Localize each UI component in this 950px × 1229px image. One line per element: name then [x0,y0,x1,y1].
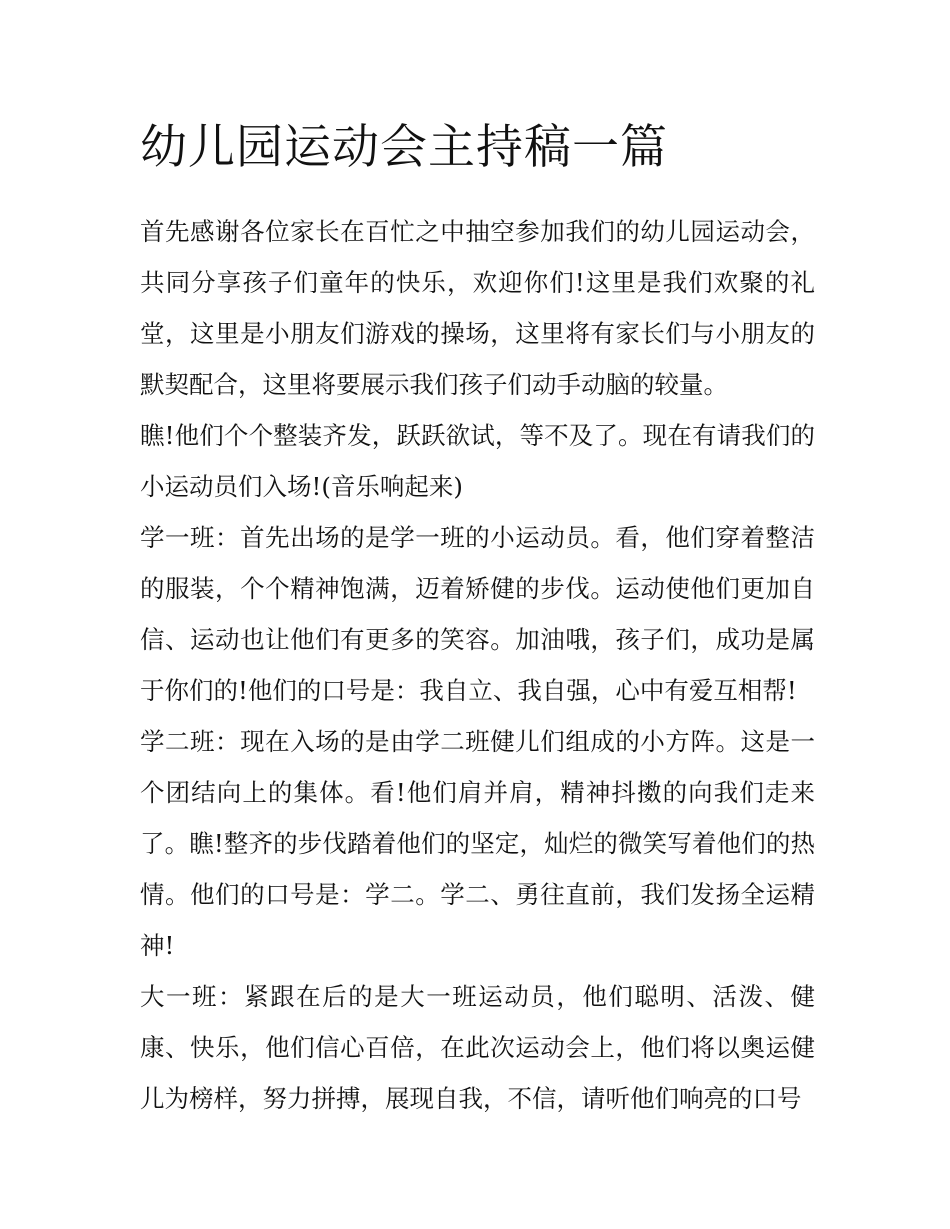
document-title: 幼儿园运动会主持稿一篇 [140,120,668,175]
document-page [140,112,815,1124]
paragraph-opening: 首先感谢各位家长在百忙之中抽空参加我们的幼儿园运动会，共同分享孩子们童年的快乐，欢迎你们!这里是我们欢聚的礼堂，这里是小朋友们游戏的操场，这里将有家长们与小朋友的默契配合，这里将要展示我们孩子们动手动脑的较量。 [140,217,815,399]
paragraph-class-da1: 大一班：紧跟在后的是大一班运动员，他们聪明、活泼、健康、快乐，他们信心百倍，在此次运动会上，他们将以奥运健儿为榜样，努力拼搏，展现自我，不信，请听他们响亮的口号 [140,982,815,1113]
paragraph-class-xue1: 学一班：首先出场的是学一班的小运动员。看，他们穿着整洁的服装，个个精神饱满，迈着矫健的步伐。运动使他们更加自信、运动也让他们有更多的笑容。加油哦，孩子们，成功是属于你们的!他们的口号是：我自立、我自强，心中有爱互相帮! [140,523,815,705]
paragraph-entrance: 瞧!他们个个整装齐发，跃跃欲试，等不及了。现在有请我们的小运动员们入场!(音乐响起来) [140,421,815,501]
paragraph-class-xue2: 学二班：现在入场的是由学二班健儿们组成的小方阵。这是一个团结向上的集体。看!他们肩并肩，精神抖擞的向我们走来了。瞧!整齐的步伐踏着他们的坚定，灿烂的微笑写着他们的热情。他们的口号是：学二。学二、勇往直前，我们发扬全运精神! [140,727,815,960]
